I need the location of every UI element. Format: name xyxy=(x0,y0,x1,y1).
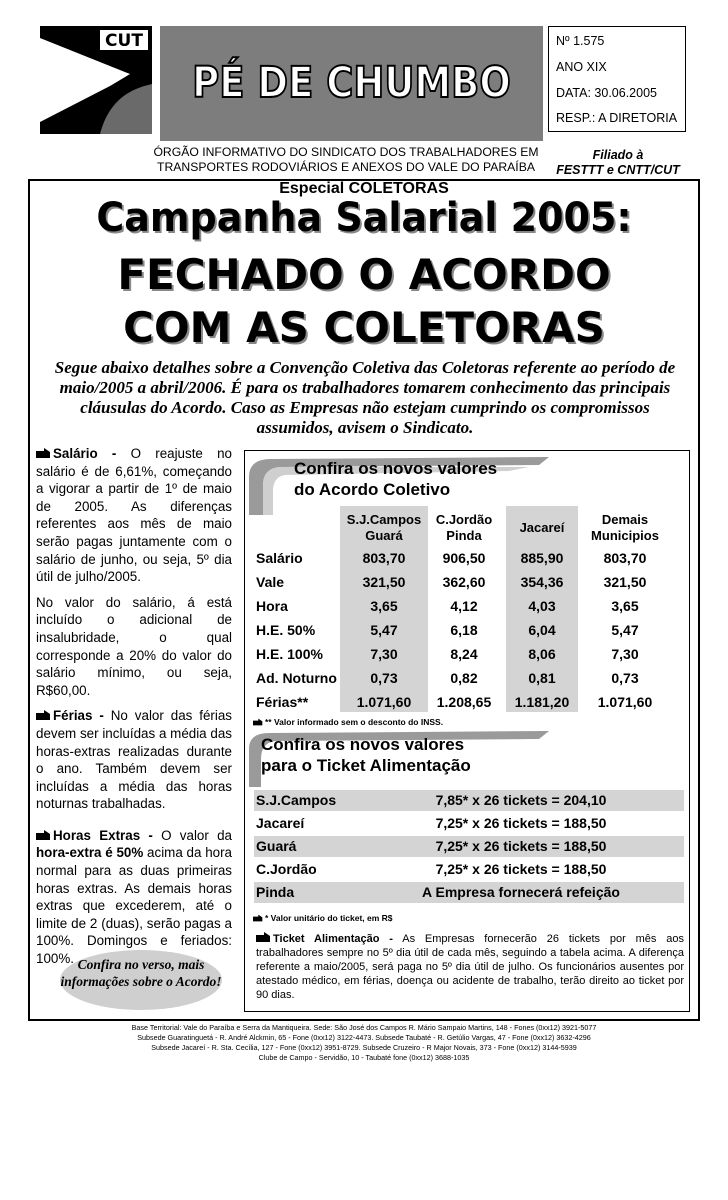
values-cell: 0,81 xyxy=(528,670,556,686)
ticket-city: Guará xyxy=(256,838,297,854)
values-title-line: Confira os novos valores xyxy=(294,459,498,478)
subtitle-line: ÓRGÃO INFORMATIVO DO SINDICATO DOS TRABALHADORES EM xyxy=(153,145,539,159)
ticket-title: Ticket Alimentação - xyxy=(273,933,393,945)
ticket-value: A Empresa fornecerá refeição xyxy=(422,884,620,900)
pointing-hand-icon xyxy=(36,829,51,841)
col-header-cjordao: C.Jordão Pinda xyxy=(435,512,493,543)
horas-extras-text-a: O valor da xyxy=(152,827,232,843)
publisher-subtitle xyxy=(140,145,552,175)
verso-text: Confira no verso, mais informações sobre o Acordo! xyxy=(60,957,222,989)
salario-title: Salário - xyxy=(53,446,117,461)
footer-line: Clube de Campo - Servidão, 10 - Taubaté fone (0xx12) 3688-1035 xyxy=(258,1053,470,1062)
footer-line: Base Territorial: Vale do Paraíba e Serra da Mantiqueira. Sede: São José dos Campos R. Mário Sampaio Martins, 148 - Fones (0xx12) 3921-5077 xyxy=(131,1023,597,1032)
ticket-note-text: * Valor unitário do ticket, em R$ xyxy=(265,913,393,923)
affiliation-line: FESTTT e CNTT/CUT xyxy=(556,163,680,177)
values-cell: 803,70 xyxy=(362,550,406,566)
values-cell: 321,50 xyxy=(603,574,647,590)
subtitle-line: TRANSPORTES RODOVIÁRIOS E ANEXOS DO VALE DO PARAÍBA xyxy=(157,160,535,174)
ticket-title-line: para o Ticket Alimentação xyxy=(261,756,471,775)
ticket-title-line: Confira os novos valores xyxy=(261,735,465,754)
values-cell: 4,03 xyxy=(528,598,556,614)
issue-responsible: RESP.: A DIRETORIA xyxy=(556,111,678,125)
horas-extras-bold: hora-extra é 50% xyxy=(36,845,144,861)
ticket-value: 7,25* x 26 tickets = 188,50 xyxy=(435,838,607,854)
cut-logo xyxy=(40,26,152,134)
values-row-label: Salário xyxy=(256,550,303,566)
masthead-title: PÉ DE CHUMBO xyxy=(192,58,511,108)
values-note-text: ** Valor informado sem o desconto do INSS. xyxy=(265,717,444,727)
headline-line-2: FECHADO O ACORDO xyxy=(117,250,611,299)
ticket-note xyxy=(253,913,393,923)
values-cell: 3,65 xyxy=(611,598,639,614)
values-cell: 885,90 xyxy=(520,550,564,566)
ticket-value: 7,25* x 26 tickets = 188,50 xyxy=(435,815,607,831)
issue-info-box xyxy=(548,26,686,132)
values-row-label: Vale xyxy=(256,574,285,590)
salario-paragraph xyxy=(36,445,232,586)
values-cell: 7,30 xyxy=(370,646,398,662)
article-kicker: Especial COLETORAS xyxy=(279,180,449,197)
horas-extras-title: Horas Extras - xyxy=(53,827,153,843)
headline-line-1: Campanha Salarial 2005: xyxy=(96,195,632,241)
col-header-jacarei: Jacareí xyxy=(519,520,565,535)
left-column xyxy=(36,445,232,976)
horas-extras-paragraph xyxy=(36,827,232,968)
ticket-paragraph xyxy=(256,931,684,1002)
values-cell: 0,82 xyxy=(450,670,478,686)
affiliation-line: Filiado à xyxy=(592,148,644,162)
values-title-line: do Acordo Coletivo xyxy=(294,480,451,499)
logo-text: CUT xyxy=(105,31,143,51)
pointing-hand-icon xyxy=(36,447,51,459)
headline-line-3: COM AS COLETORAS xyxy=(123,303,605,352)
ticket-city: Jacareí xyxy=(256,815,305,831)
values-row-label: H.E. 50% xyxy=(256,622,316,638)
values-row-label: Férias** xyxy=(256,694,309,710)
values-cell: 5,47 xyxy=(611,622,639,638)
col-header-sjc: S.J.Campos Guará xyxy=(346,512,422,543)
values-row-label: Hora xyxy=(256,598,288,614)
issue-date: DATA: 30.06.2005 xyxy=(556,86,657,100)
salario-text: O reajuste no salário é de 6,61%, começando a vigorar a partir de 1º de maio de 2005. As diferenças referentes aos mês de maio serão pagas juntamente com o salário de junho, ou seja, 5º dia útil de julho/2005. xyxy=(36,446,232,585)
values-cell: 321,50 xyxy=(362,574,406,590)
ticket-value: 7,85* x 26 tickets = 204,10 xyxy=(435,792,607,808)
values-cell: 0,73 xyxy=(611,670,639,686)
values-cell: 1.071,60 xyxy=(597,694,653,710)
footer-addresses xyxy=(40,1023,688,1063)
ticket-value: 7,25* x 26 tickets = 188,50 xyxy=(435,861,607,877)
ticket-city: C.Jordão xyxy=(256,861,317,877)
values-cell: 8,24 xyxy=(450,646,478,662)
issue-number: Nº 1.575 xyxy=(556,34,605,48)
values-cell: 362,60 xyxy=(442,574,486,590)
values-note xyxy=(253,717,443,727)
values-cell: 1.181,20 xyxy=(514,694,570,710)
values-row-label: Ad. Noturno xyxy=(256,670,337,686)
values-cell: 0,73 xyxy=(370,670,398,686)
ferias-title: Férias - xyxy=(53,708,104,724)
ferias-paragraph xyxy=(36,707,232,813)
pointing-hand-icon xyxy=(256,931,271,943)
pointing-hand-icon xyxy=(36,709,51,721)
values-cell: 8,06 xyxy=(528,646,556,662)
values-cell: 7,30 xyxy=(611,646,639,662)
footer-line: Subsede Jacareí - R. Sta. Cecília, 127 - Fone (0xx12) 3951-8729. Subsede Cruzeiro - R Major Novais, 373 - Fone (0xx12) 3144-5939 xyxy=(151,1043,577,1052)
ferias-text: No valor das férias devem ser incluídas a média das horas-extras realizadas durante o ano. Também devem ser incluídas a média das horas noturnas trabalhadas. xyxy=(36,708,233,812)
horas-extras-text-b: acima da hora normal para as duas primeiras horas extras. As demais horas extras que excederem, até o limite de 2 (duas), serão pagas a 100%. Domingos e feriados: 100%. xyxy=(36,845,232,967)
ticket-city: Pinda xyxy=(256,884,295,900)
values-cell: 1.208,65 xyxy=(436,694,492,710)
ticket-text: As Empresas fornecerão 26 tickets por mês aos trabalhadores sempre no 5º dia útil de cada mês, seguindo a tabela acima. A diferença referente a maio/2005, será paga no 5º dia útil de julho. Os funcionários ausentes por atestado médico, em férias, doença ou acidente de trabalho, terão direito ao ticket por 90 dias. xyxy=(256,933,685,1001)
col-header-demais: Demais Municipios xyxy=(591,512,659,543)
pointing-hand-icon xyxy=(253,914,263,922)
pointing-hand-icon xyxy=(253,718,263,726)
salario-paragraph-2: No valor do salário, á está incluído o adicional de insalubridade, o qual corresponde a 20% do valor do salário mínimo, ou seja, R$60,00. xyxy=(36,594,232,698)
affiliation xyxy=(556,148,680,178)
article-intro: Segue abaixo detalhes sobre a Convenção Coletiva das Coletoras referente ao período de maio/2005 a abril/2006. É para os trabalhadores tomarem conhecimento das principais cláusulas do Acordo. Caso as Empresas não estejam cumprindo os compromissos assumidos, avisem o Sindicato. xyxy=(54,358,676,437)
ticket-city: S.J.Campos xyxy=(256,792,337,808)
values-cell: 4,12 xyxy=(450,598,478,614)
issue-year: ANO XIX xyxy=(556,60,607,74)
values-cell: 5,47 xyxy=(370,622,398,638)
values-row-label: H.E. 100% xyxy=(256,646,323,662)
ticket-table-title xyxy=(261,734,471,776)
values-cell: 906,50 xyxy=(442,550,486,566)
values-cell: 354,36 xyxy=(520,574,564,590)
values-cell: 803,70 xyxy=(603,550,647,566)
values-table-title xyxy=(294,458,497,500)
values-cell: 6,18 xyxy=(450,622,478,638)
values-cell: 3,65 xyxy=(370,598,398,614)
values-cell: 6,04 xyxy=(528,622,556,638)
values-cell: 1.071,60 xyxy=(356,694,412,710)
footer-line: Subsede Guaratinguetá - R. André Alckmin, 65 - Fone (0xx12) 3122-4473. Subsede Taubaté - R. Getúlio Vargas, 47 - Fone (0xx12) 3632-4296 xyxy=(137,1033,591,1042)
